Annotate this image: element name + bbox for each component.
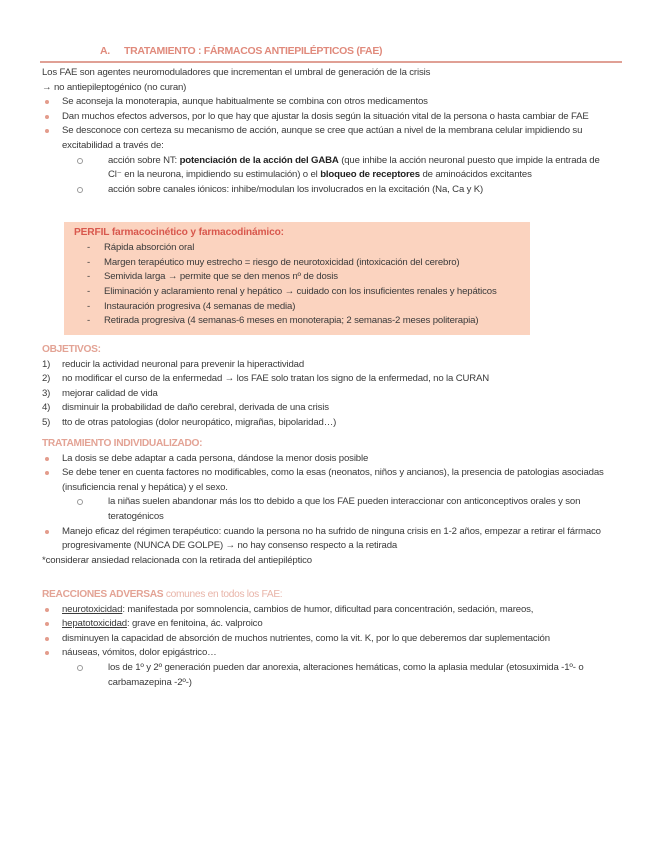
reacciones-title bbox=[42, 588, 622, 603]
underlined-term: neurotoxicidad bbox=[62, 603, 123, 615]
bullet-item: Se debe tener en cuenta factores no modificables, como la esas (neonatos, niños y ancianos), la presencia de patologias asociadas (insuficiencia renal y hepática) y el sexo. bbox=[42, 466, 622, 495]
note-text: *considerar ansiedad relacionada con la retirada del antiepiléptico bbox=[42, 554, 312, 566]
intro-block bbox=[42, 66, 622, 197]
bold-gaba: potenciación de la acción del GABA bbox=[179, 154, 339, 166]
objetivo-item bbox=[42, 401, 622, 416]
item-text: no modificar el curso de la enfermedad → los FAE solo tratan los signo de la enfermedad, no la CURAN bbox=[62, 373, 490, 385]
item-text: reducir la actividad neuronal para prevenir la hiperactividad bbox=[62, 358, 305, 370]
perfil-item bbox=[64, 270, 504, 285]
objetivo-item bbox=[42, 387, 622, 402]
item-text: mejorar calidad de vida bbox=[62, 387, 158, 399]
objetivo-item bbox=[42, 372, 622, 387]
perfil-item bbox=[64, 300, 504, 315]
item-text: disminuir la probabilidad de daño cerebral, derivada de una crisis bbox=[62, 402, 329, 414]
bullet-item: disminuyen la capacidad de absorción de muchos nutrientes, como la vit. K, por lo que deberemos dar suplementación bbox=[42, 632, 622, 647]
text: acción sobre NT: bbox=[108, 154, 180, 166]
bullet-item: Dan muchos efectos adversos, por lo que hay que ajustar la dosis según la situación vital de la persona o hasta cambiar de FAE bbox=[42, 110, 622, 125]
bullet-item: Manejo eficaz del régimen terapéutico: cuando la persona no ha sufrido de ninguna crisis en 1-2 años, empezar a retirar el fármaco progresivamente (NUNCA DE GOLPE) → no hay consenso respecto a la retirada bbox=[42, 525, 622, 554]
perfil-title: PERFIL farmacocinético y farmacodinámico: bbox=[74, 227, 284, 238]
bullet-item: Se desconoce con certeza su mecanismo de acción, aunque se cree que actúan a nivel de la membrana celular impidiendo su excitabilidad a través de: bbox=[42, 124, 622, 153]
item-text: Eliminación y aclaramiento renal y hepático → cuidado con los insuficientes renales y hepáticos bbox=[104, 285, 497, 297]
dash: - bbox=[87, 242, 91, 253]
dash: - bbox=[87, 315, 91, 327]
reacciones-section bbox=[42, 588, 622, 690]
heading-title: TRATAMIENTO : FÁRMACOS ANTIEPILÉPTICOS (FAE) bbox=[124, 45, 383, 57]
individualizado-section bbox=[42, 437, 622, 568]
heading-letter: A. bbox=[100, 45, 110, 57]
item-text: Margen terapéutico muy estrecho = riesgo de neurotoxicidad (intoxicación del cerebro) bbox=[104, 256, 460, 268]
sub-bullet-item: la niñas suelen abandonar más los tto debido a que los FAE pueden interaccionar con anticonceptivos orales y son teratogénicos bbox=[42, 495, 622, 524]
heading-underline bbox=[40, 61, 622, 63]
text: de aminoácidos excitantes bbox=[419, 169, 532, 181]
underlined-term: hepatotoxicidad bbox=[62, 618, 127, 630]
item-text: : grave en fenitoina, ác. valproico bbox=[126, 618, 263, 630]
bold-receptores: bloqueo de receptores bbox=[320, 169, 420, 181]
dash: - bbox=[87, 256, 91, 268]
bullet-item: náuseas, vómitos, dolor epigástrico… bbox=[42, 646, 622, 661]
objetivos-title: OBJETIVOS: bbox=[42, 344, 101, 355]
sub-bullet-canales: acción sobre canales iónicos: inhibe/modulan los involucrados en la excitación (Na, Ca y K) bbox=[42, 183, 622, 198]
dash: - bbox=[87, 300, 91, 312]
item-number: 4) bbox=[42, 402, 51, 414]
item-text: Semivida larga → permite que se den menos nº de dosis bbox=[104, 271, 338, 283]
bullet-item: Se aconseja la monoterapia, aunque habitualmente se combina con otros medicamentos bbox=[42, 95, 622, 110]
perfil-item bbox=[64, 241, 504, 256]
objetivo-item bbox=[42, 416, 622, 431]
bullet-item bbox=[42, 603, 622, 618]
perfil-item bbox=[64, 314, 504, 329]
individualizado-title: TRATAMIENTO INDIVIDUALIZADO: bbox=[42, 438, 203, 449]
item-number: 1) bbox=[42, 358, 51, 370]
item-number: 2) bbox=[42, 373, 51, 385]
perfil-item bbox=[64, 256, 504, 271]
perfil-list bbox=[64, 241, 504, 329]
objetivos-section bbox=[42, 343, 622, 431]
item-text: : manifestada por somnolencia, cambios de humor, dificultad para concentración, sedación, mareos, bbox=[122, 603, 534, 615]
sub-bullet-mechanism-nt bbox=[42, 154, 622, 183]
title-bold: REACCIONES ADVERSAS bbox=[42, 589, 164, 600]
sub-bullet-item: los de 1º y 2º generación pueden dar anorexia, alteraciones hemáticas, como la aplasia medular (etosuximida -1º- o carbamazepina -2º-) bbox=[42, 661, 622, 690]
section-heading bbox=[80, 45, 382, 57]
objetivo-item bbox=[42, 358, 622, 373]
intro-text: Los FAE son agentes neuromoduladores que incrementan el umbral de generación de la crisis bbox=[42, 67, 431, 78]
bullet-item: La dosis se debe adaptar a cada persona, dándose la menor dosis posible bbox=[42, 452, 622, 467]
perfil-item bbox=[64, 286, 504, 298]
bullet-item bbox=[42, 617, 622, 632]
text: (que inhibe la acción neuronal puesto que impide la entrada de Cl⁻ en la neurona, impidiendo su estimulación) o el bbox=[108, 154, 600, 181]
dash: - bbox=[87, 285, 91, 297]
item-text: Instauración progresiva (4 semanas de media) bbox=[104, 300, 296, 312]
dash: - bbox=[87, 271, 91, 283]
item-number: 5) bbox=[42, 416, 51, 428]
item-text: Rápida absorción oral bbox=[104, 242, 195, 253]
title-rest: comunes en todos los FAE: bbox=[163, 589, 283, 600]
item-number: 3) bbox=[42, 387, 51, 399]
perfil-box bbox=[64, 222, 530, 335]
intro-arrow-text: → no antiepileptogénico (no curan) bbox=[42, 81, 187, 93]
item-text: tto de otras patologias (dolor neuropático, migrañas, bipolaridad…) bbox=[62, 416, 337, 428]
item-text: Retirada progresiva (4 semanas-6 meses en monoterapia; 2 semanas-2 meses politerapia) bbox=[104, 315, 479, 327]
